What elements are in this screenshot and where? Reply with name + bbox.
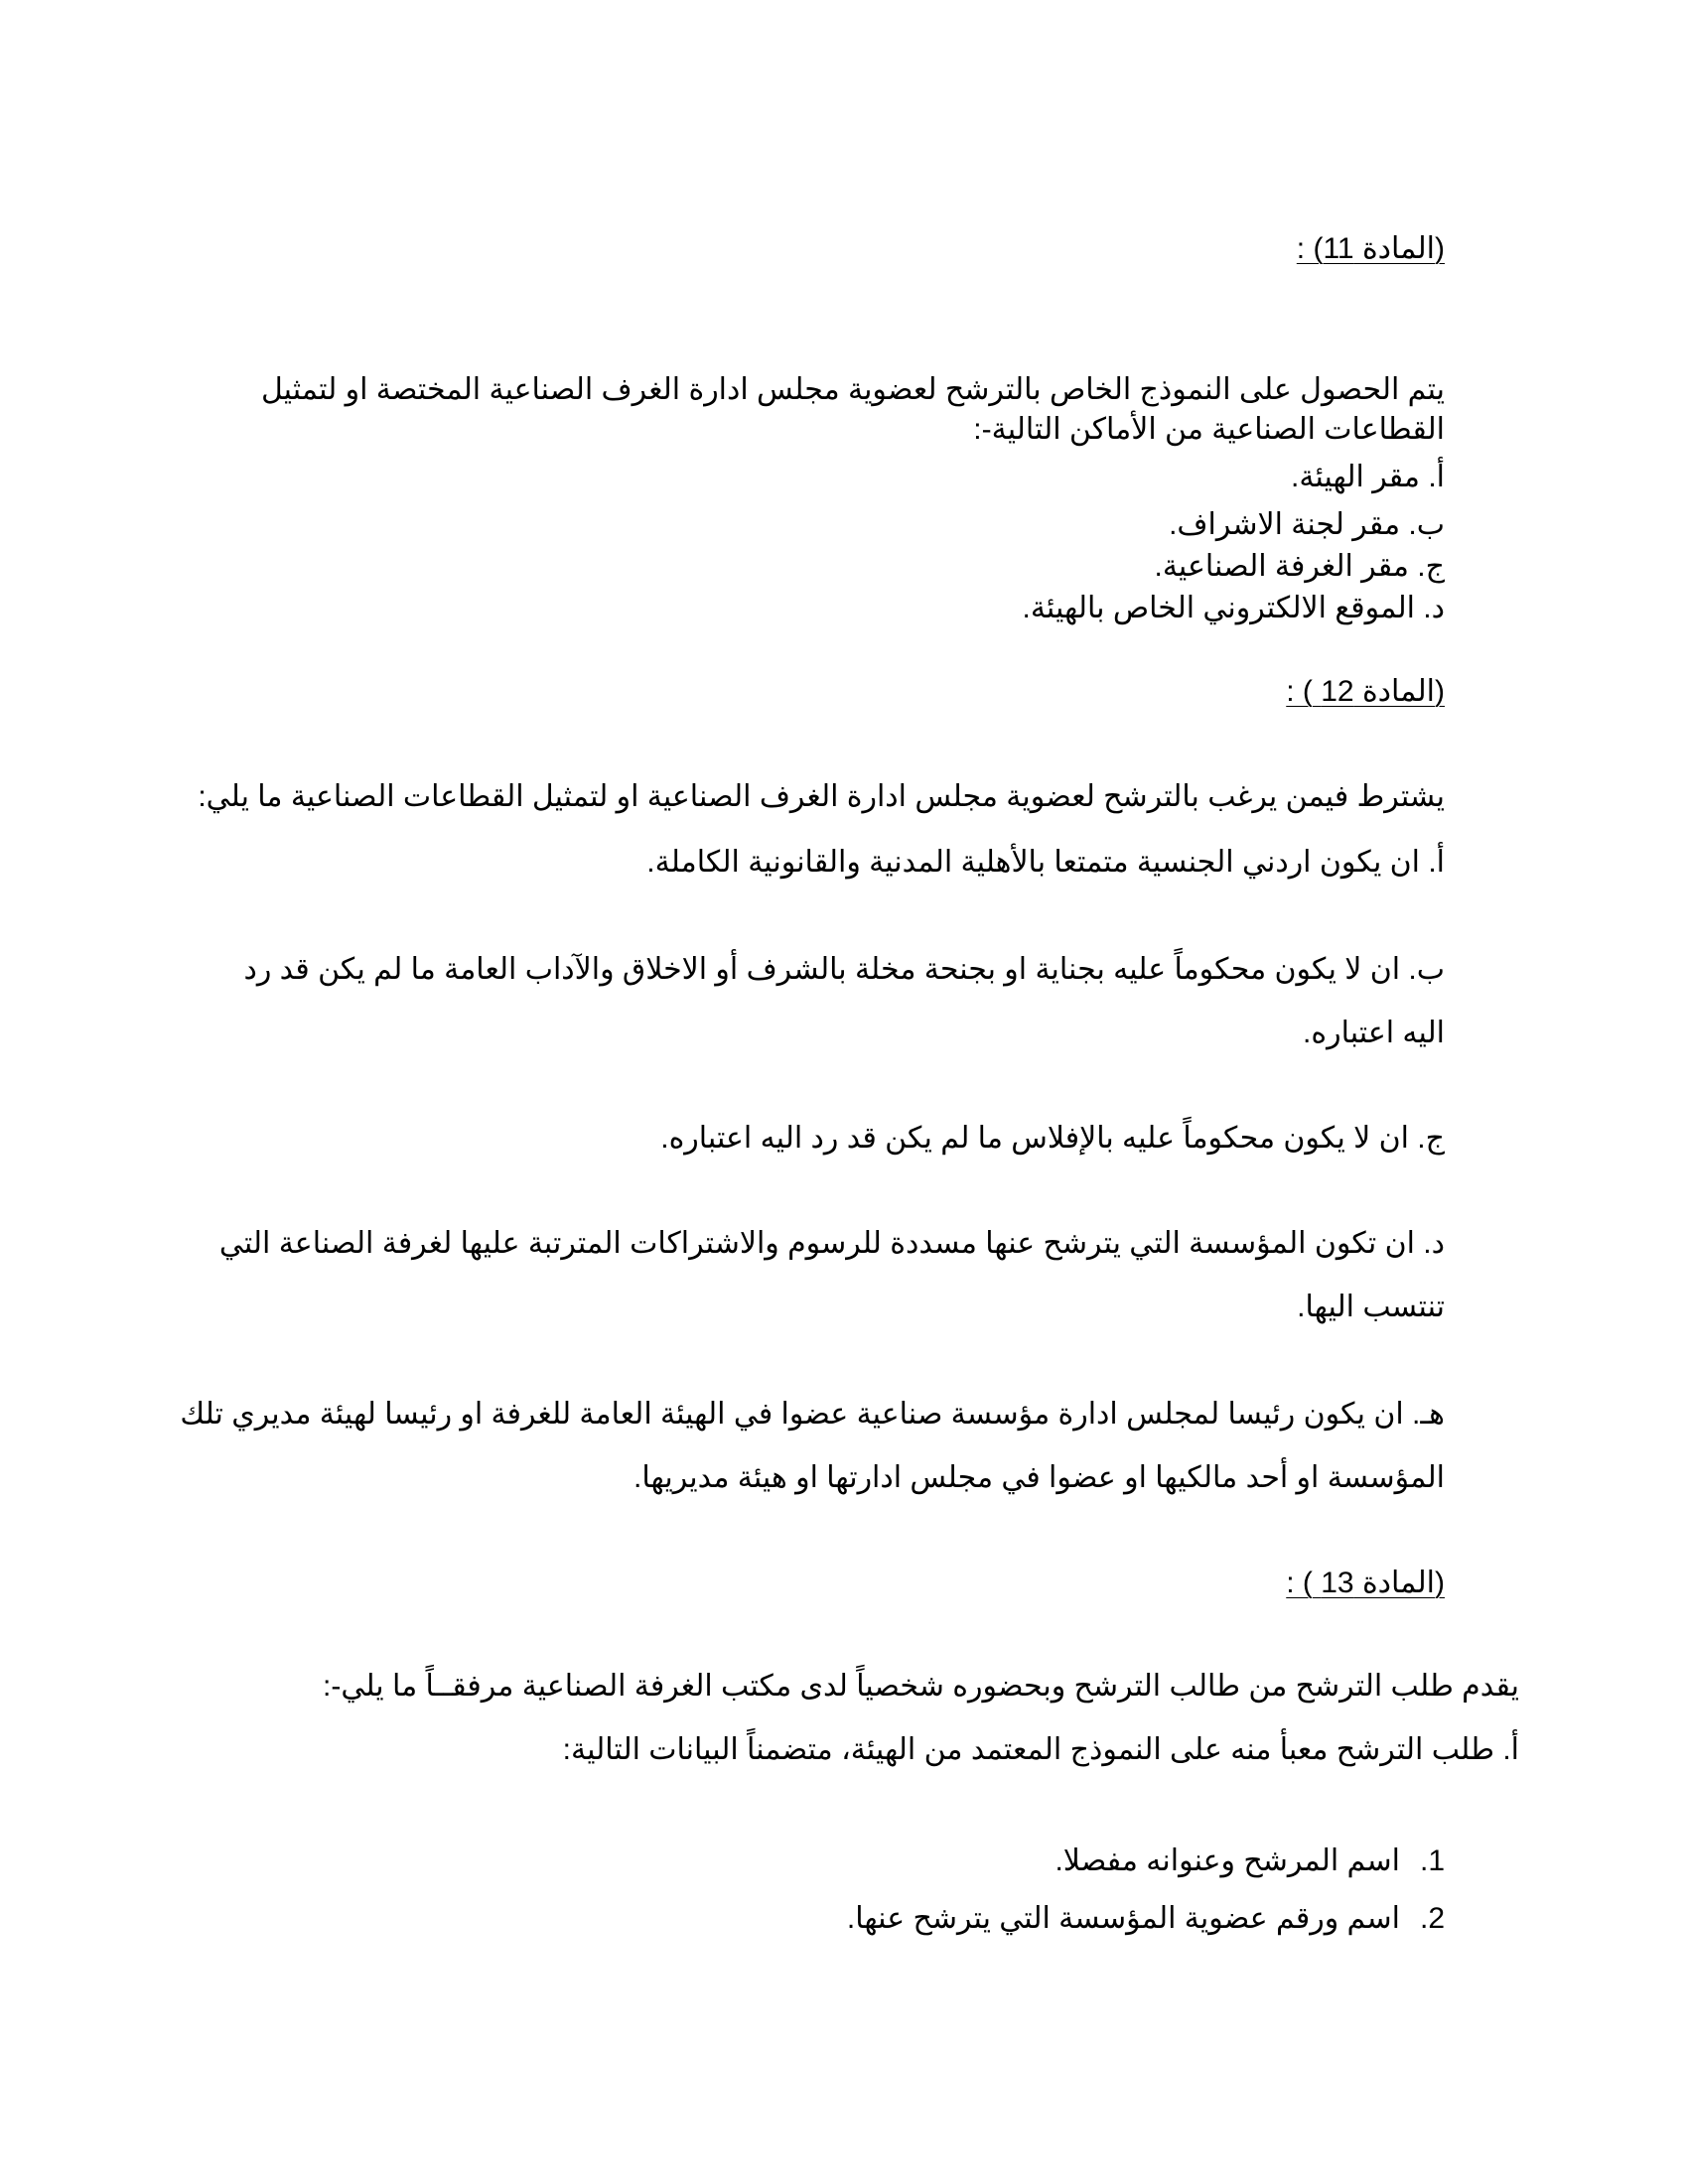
article-12-item-d-line-2: تنتسب اليها. — [1297, 1291, 1445, 1323]
article-11-item-c: ج. مقر الغرفة الصناعية. — [1154, 550, 1445, 583]
article-11-item-a: أ. مقر الهيئة. — [1291, 461, 1445, 493]
article-13-numbered-1-text: اسم المرشح وعنوانه مفصلا. — [1055, 1844, 1400, 1877]
article-13-heading: (المادة 13 ) : — [1286, 1567, 1445, 1599]
article-13-numbered-2-number: 2. — [1419, 1902, 1445, 1935]
article-12-item-b-line-1: ب. ان لا يكون محكوماً عليه بجناية او بجنحة مخلة بالشرف أو الاخلاق والآداب العامة ما لم يكن قد رد — [243, 953, 1445, 986]
article-12-item-d-line-1: د. ان تكون المؤسسة التي يترشح عنها مسددة للرسوم والاشتراكات المترتبة عليها لغرفة الصناعة التي — [218, 1227, 1445, 1260]
article-11-heading: (المادة 11) : — [1296, 232, 1445, 265]
article-12-item-a: أ. ان يكون اردني الجنسية متمتعا بالأهلية المدنية والقانونية الكاملة. — [646, 846, 1445, 879]
article-12-item-e-line-2: المؤسسة او أحد مالكيها او عضوا في مجلس ادارتها او هيئة مديريها. — [633, 1461, 1445, 1494]
article-12-item-b-line-2: اليه اعتباره. — [1303, 1017, 1445, 1049]
article-12-item-e-line-1: هـ. ان يكون رئيسا لمجلس ادارة مؤسسة صناعية عضوا في الهيئة العامة للغرفة او رئيسا لهيئة مديري تلك — [180, 1398, 1445, 1431]
article-13-item-a: أ. طلب الترشح معبأ منه على النموذج المعتمد من الهيئة، متضمناً البيانات التالية: — [562, 1733, 1519, 1766]
article-12-heading: (المادة 12 ) : — [1286, 675, 1445, 708]
article-13-numbered-2-text: اسم ورقم عضوية المؤسسة التي يترشح عنها. — [846, 1902, 1400, 1935]
article-11-item-d: د. الموقع الالكتروني الخاص بالهيئة. — [1022, 592, 1445, 624]
article-13-intro: يقدم طلب الترشح من طالب الترشح وبحضوره شخصياً لدى مكتب الغرفة الصناعية مرفقــاً ما يلي-: — [323, 1670, 1519, 1703]
article-11-item-b: ب. مقر لجنة الاشراف. — [1169, 508, 1445, 541]
article-12-item-c: ج. ان لا يكون محكوماً عليه بالإفلاس ما لم يكن قد رد اليه اعتباره. — [660, 1122, 1445, 1155]
article-11-intro-line-1: يتم الحصول على النموذج الخاص بالترشح لعضوية مجلس ادارة الغرف الصناعية المختصة او لتمثيل — [260, 373, 1445, 406]
article-13-numbered-1-number: 1. — [1419, 1844, 1445, 1877]
article-12-intro: يشترط فيمن يرغب بالترشح لعضوية مجلس ادارة الغرف الصناعية او لتمثيل القطاعات الصناعية ما يلي: — [198, 780, 1445, 813]
article-11-intro-line-2: القطاعات الصناعية من الأماكن التالية-: — [973, 413, 1445, 446]
